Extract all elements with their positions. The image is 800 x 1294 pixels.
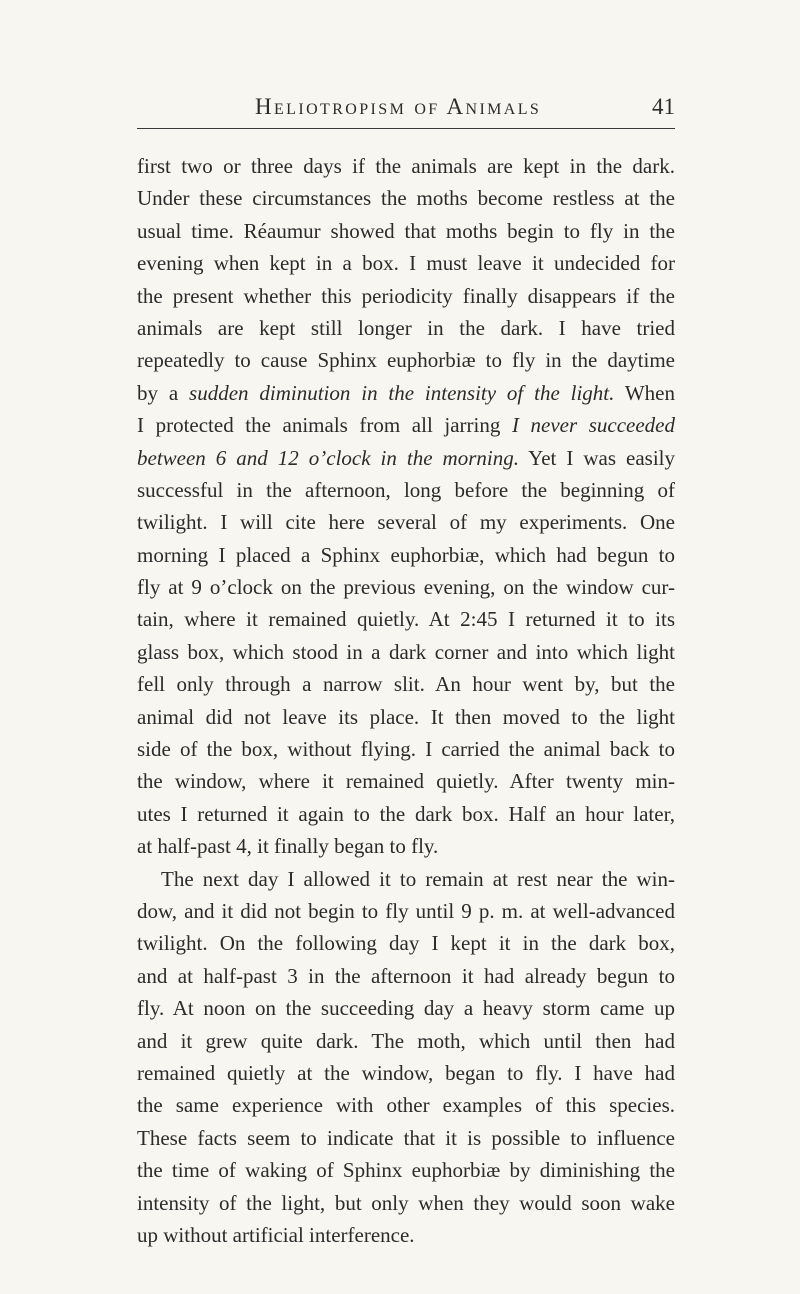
text-run: Yet I was easily bbox=[518, 445, 675, 470]
body-text bbox=[137, 150, 675, 1251]
text-run: by a bbox=[137, 380, 190, 405]
page-number: 41 bbox=[652, 94, 675, 119]
text-line: intensity of the light, but only when they would soon wake bbox=[137, 1190, 675, 1215]
text-line: Under these circumstances the moths become restless at the bbox=[137, 186, 675, 211]
text-line: dow, and it did not begin to fly until 9 p. m. at well-advanced bbox=[137, 898, 675, 923]
text-line bbox=[137, 377, 675, 409]
italic-phrase: between 6 and 12 o’clock in the morning. bbox=[137, 445, 519, 470]
italic-phrase: I never succeeded bbox=[511, 413, 675, 438]
text-line: and at half-past 3 in the afternoon it had already begun to bbox=[137, 963, 675, 988]
running-header bbox=[137, 94, 675, 129]
text-line: tain, where it remained quietly. At 2:45 I returned it to its bbox=[137, 607, 675, 632]
text-line: fly at 9 o’clock on the previous evening, on the window cur- bbox=[137, 575, 675, 600]
text-line: The next day I allowed it to remain at rest near the win- bbox=[161, 866, 675, 891]
text-line: first two or three days if the animals are kept in the dark. bbox=[137, 154, 675, 178]
text-line: up without artificial interference. bbox=[137, 1222, 415, 1247]
italic-phrase: sudden diminution in the intensity of the light. bbox=[189, 380, 615, 405]
text-line: animals are kept still longer in the dark. I have tried bbox=[137, 315, 675, 340]
text-line: remained quietly at the window, began to fly. I have had bbox=[137, 1060, 675, 1085]
text-line bbox=[137, 442, 675, 474]
text-line: the present whether this periodicity finally disappears if the bbox=[137, 283, 675, 308]
text-line: glass box, which stood in a dark corner and into which light bbox=[137, 639, 675, 664]
text-line: at half-past 4, it finally began to fly. bbox=[137, 834, 439, 859]
text-line: repeatedly to cause Sphinx euphorbiæ to fly in the daytime bbox=[137, 348, 675, 373]
text-line: the time of waking of Sphinx euphorbiæ by diminishing the bbox=[137, 1158, 675, 1183]
text-line: twilight. I will cite here several of my experiments. One bbox=[137, 510, 675, 535]
text-line: successful in the afternoon, long before the beginning of bbox=[137, 477, 675, 502]
text-line: and it grew quite dark. The moth, which until then had bbox=[137, 1028, 675, 1053]
text-line: usual time. Réaumur showed that moths begin to fly in the bbox=[137, 218, 675, 243]
text-line: These facts seem to indicate that it is possible to influence bbox=[137, 1125, 675, 1150]
running-title: Heliotropism of Animals bbox=[255, 94, 542, 119]
text-line: fly. At noon on the succeeding day a heavy storm came up bbox=[137, 996, 675, 1021]
text-line: evening when kept in a box. I must leave it undecided for bbox=[137, 251, 675, 276]
text-line: animal did not leave its place. It then moved to the light bbox=[137, 704, 675, 729]
text-line: side of the box, without flying. I carried the animal back to bbox=[137, 737, 675, 762]
text-line: utes I returned it again to the dark box. Half an hour later, bbox=[137, 801, 675, 826]
text-run: When bbox=[614, 380, 675, 405]
text-line: the same experience with other examples of this species. bbox=[137, 1093, 675, 1118]
text-line: morning I placed a Sphinx euphorbiæ, which had begun to bbox=[137, 542, 675, 567]
text-run: I protected the animals from all jarring bbox=[137, 413, 512, 438]
text-line: twilight. On the following day I kept it in the dark box, bbox=[137, 931, 675, 956]
text-line: the window, where it remained quietly. After twenty min- bbox=[137, 769, 675, 794]
text-line bbox=[137, 409, 675, 441]
text-line: fell only through a narrow slit. An hour went by, but the bbox=[137, 672, 675, 697]
